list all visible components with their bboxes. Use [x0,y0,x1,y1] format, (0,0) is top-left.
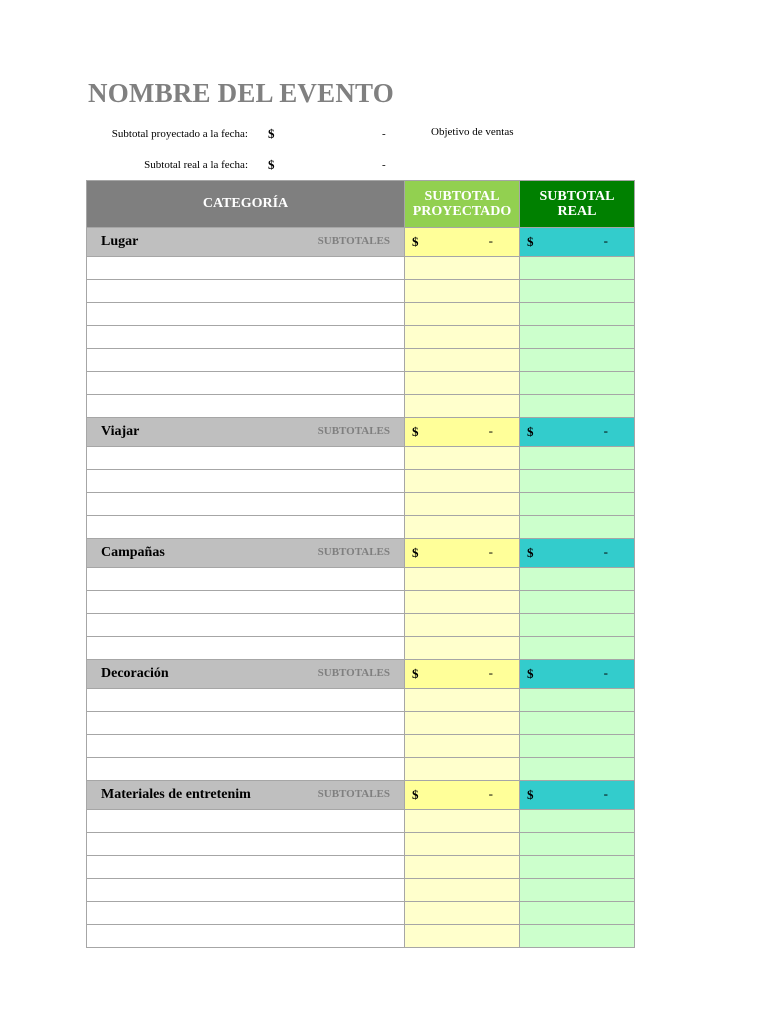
line-item-cell[interactable] [87,758,405,781]
line-real-cell[interactable] [520,303,635,326]
table-row [87,689,635,712]
currency-symbol: $ [527,234,534,249]
section-category-cell [87,418,405,447]
line-item-cell[interactable] [87,349,405,372]
line-item-cell[interactable] [87,470,405,493]
currency-symbol: $ [527,545,534,560]
section-real-value[interactable]: - [603,423,608,438]
section-real-cell [520,228,635,257]
subtotal-label: SUBTOTALES [317,788,390,800]
line-item-cell[interactable] [87,925,405,948]
section-row [87,781,635,810]
line-item-cell[interactable] [87,614,405,637]
section-projected-cell [405,228,520,257]
section-real-value[interactable]: - [603,233,608,248]
line-projected-cell[interactable] [405,689,520,712]
line-real-cell[interactable] [520,637,635,660]
line-real-cell[interactable] [520,493,635,516]
table-row [87,735,635,758]
header-real-label: SUBTOTAL REAL [539,189,615,219]
table-row [87,712,635,735]
line-item-cell[interactable] [87,493,405,516]
projected-summary-currency: $ [268,126,275,141]
real-summary-row [0,157,420,173]
line-real-cell[interactable] [520,689,635,712]
line-real-cell[interactable] [520,280,635,303]
header-real [520,181,635,228]
section-name[interactable]: Campañas [101,545,165,560]
subtotal-label: SUBTOTALES [317,667,390,679]
line-projected-cell[interactable] [405,493,520,516]
section-category-cell [87,228,405,257]
currency-symbol: $ [412,424,419,439]
line-item-cell[interactable] [87,257,405,280]
line-real-cell[interactable] [520,326,635,349]
section-real-value[interactable]: - [603,665,608,680]
line-real-cell[interactable] [520,568,635,591]
projected-summary-value[interactable]: - [382,128,386,140]
line-real-cell[interactable] [520,349,635,372]
section-row [87,228,635,257]
line-projected-cell[interactable] [405,833,520,856]
table-row [87,833,635,856]
line-projected-cell[interactable] [405,470,520,493]
section-name[interactable]: Materiales de entretenim [101,787,251,802]
section-projected-value[interactable]: - [488,786,493,801]
line-projected-cell[interactable] [405,925,520,948]
table-row [87,349,635,372]
section-projected-cell [405,418,520,447]
table-row [87,372,635,395]
line-real-cell[interactable] [520,372,635,395]
table-row [87,447,635,470]
section-category-cell [87,660,405,689]
line-projected-cell[interactable] [405,591,520,614]
section-projected-value[interactable]: - [488,544,493,559]
line-item-cell[interactable] [87,856,405,879]
currency-symbol: $ [527,424,534,439]
section-name[interactable]: Decoración [101,666,169,681]
line-real-cell[interactable] [520,758,635,781]
section-real-cell [520,660,635,689]
line-projected-cell[interactable] [405,326,520,349]
line-projected-cell[interactable] [405,395,520,418]
table-row [87,568,635,591]
line-real-cell[interactable] [520,712,635,735]
line-real-cell[interactable] [520,879,635,902]
line-item-cell[interactable] [87,326,405,349]
table-row [87,902,635,925]
section-row [87,539,635,568]
table-row [87,856,635,879]
table-row [87,925,635,948]
section-projected-cell [405,781,520,810]
section-real-value[interactable]: - [603,786,608,801]
line-projected-cell[interactable] [405,879,520,902]
section-projected-cell [405,539,520,568]
currency-symbol: $ [527,666,534,681]
currency-symbol: $ [412,787,419,802]
table-row [87,810,635,833]
currency-symbol: $ [412,666,419,681]
subtotal-label: SUBTOTALES [317,235,390,247]
header-projected [405,181,520,228]
line-item-cell[interactable] [87,689,405,712]
line-projected-cell[interactable] [405,372,520,395]
line-projected-cell[interactable] [405,280,520,303]
table-header-row [87,181,635,228]
line-item-cell[interactable] [87,516,405,539]
subtotal-label: SUBTOTALES [317,546,390,558]
line-item-cell[interactable] [87,395,405,418]
table-body [87,228,635,948]
subtotal-label: SUBTOTALES [317,425,390,437]
section-projected-value[interactable]: - [488,233,493,248]
table-row [87,591,635,614]
table-row [87,257,635,280]
line-item-cell[interactable] [87,637,405,660]
table-row [87,614,635,637]
line-real-cell[interactable] [520,395,635,418]
line-real-cell[interactable] [520,591,635,614]
table-row [87,280,635,303]
real-summary-label: Subtotal real a la fecha: [144,159,248,171]
section-category-cell [87,781,405,810]
line-projected-cell[interactable] [405,349,520,372]
table-row [87,493,635,516]
section-projected-cell [405,660,520,689]
line-item-cell[interactable] [87,372,405,395]
table-row [87,637,635,660]
line-projected-cell[interactable] [405,712,520,735]
line-item-cell[interactable] [87,591,405,614]
section-projected-value[interactable]: - [488,423,493,438]
line-projected-cell[interactable] [405,568,520,591]
line-item-cell[interactable] [87,280,405,303]
line-item-cell[interactable] [87,568,405,591]
line-real-cell[interactable] [520,735,635,758]
section-row [87,418,635,447]
line-real-cell[interactable] [520,833,635,856]
currency-symbol: $ [412,234,419,249]
line-projected-cell[interactable] [405,758,520,781]
line-real-cell[interactable] [520,810,635,833]
section-real-value[interactable]: - [603,544,608,559]
header-category: CATEGORÍA [87,181,405,228]
section-real-cell [520,781,635,810]
line-real-cell[interactable] [520,516,635,539]
table-row [87,879,635,902]
line-real-cell[interactable] [520,257,635,280]
table-row [87,395,635,418]
real-summary-currency: $ [268,157,275,172]
line-projected-cell[interactable] [405,637,520,660]
table-row [87,758,635,781]
projected-summary-label: Subtotal proyectado a la fecha: [111,128,248,140]
line-item-cell[interactable] [87,735,405,758]
budget-table [86,180,635,948]
line-item-cell[interactable] [87,303,405,326]
currency-symbol: $ [412,545,419,560]
line-real-cell[interactable] [520,925,635,948]
line-projected-cell[interactable] [405,303,520,326]
line-projected-cell[interactable] [405,735,520,758]
projected-summary-row [0,126,420,142]
section-real-cell [520,418,635,447]
table-row [87,470,635,493]
line-projected-cell[interactable] [405,447,520,470]
section-name[interactable]: Viajar [101,424,140,439]
header-projected-label: SUBTOTAL PROYECTADO [412,189,512,219]
line-item-cell[interactable] [87,833,405,856]
line-item-cell[interactable] [87,879,405,902]
line-real-cell[interactable] [520,470,635,493]
line-item-cell[interactable] [87,447,405,470]
section-category-cell [87,539,405,568]
line-real-cell[interactable] [520,447,635,470]
table-row [87,516,635,539]
line-item-cell[interactable] [87,902,405,925]
line-item-cell[interactable] [87,810,405,833]
line-real-cell[interactable] [520,614,635,637]
line-projected-cell[interactable] [405,902,520,925]
currency-symbol: $ [527,787,534,802]
table-row [87,326,635,349]
table-row [87,303,635,326]
line-projected-cell[interactable] [405,856,520,879]
section-row [87,660,635,689]
section-real-cell [520,539,635,568]
page-title: NOMBRE DEL EVENTO [88,78,394,108]
line-projected-cell[interactable] [405,810,520,833]
line-projected-cell[interactable] [405,614,520,637]
section-projected-value[interactable]: - [488,665,493,680]
real-summary-value[interactable]: - [382,159,386,171]
line-real-cell[interactable] [520,856,635,879]
line-projected-cell[interactable] [405,257,520,280]
line-projected-cell[interactable] [405,516,520,539]
line-real-cell[interactable] [520,902,635,925]
section-name[interactable]: Lugar [101,234,139,249]
line-item-cell[interactable] [87,712,405,735]
sales-goal-label: Objetivo de ventas [431,126,514,138]
